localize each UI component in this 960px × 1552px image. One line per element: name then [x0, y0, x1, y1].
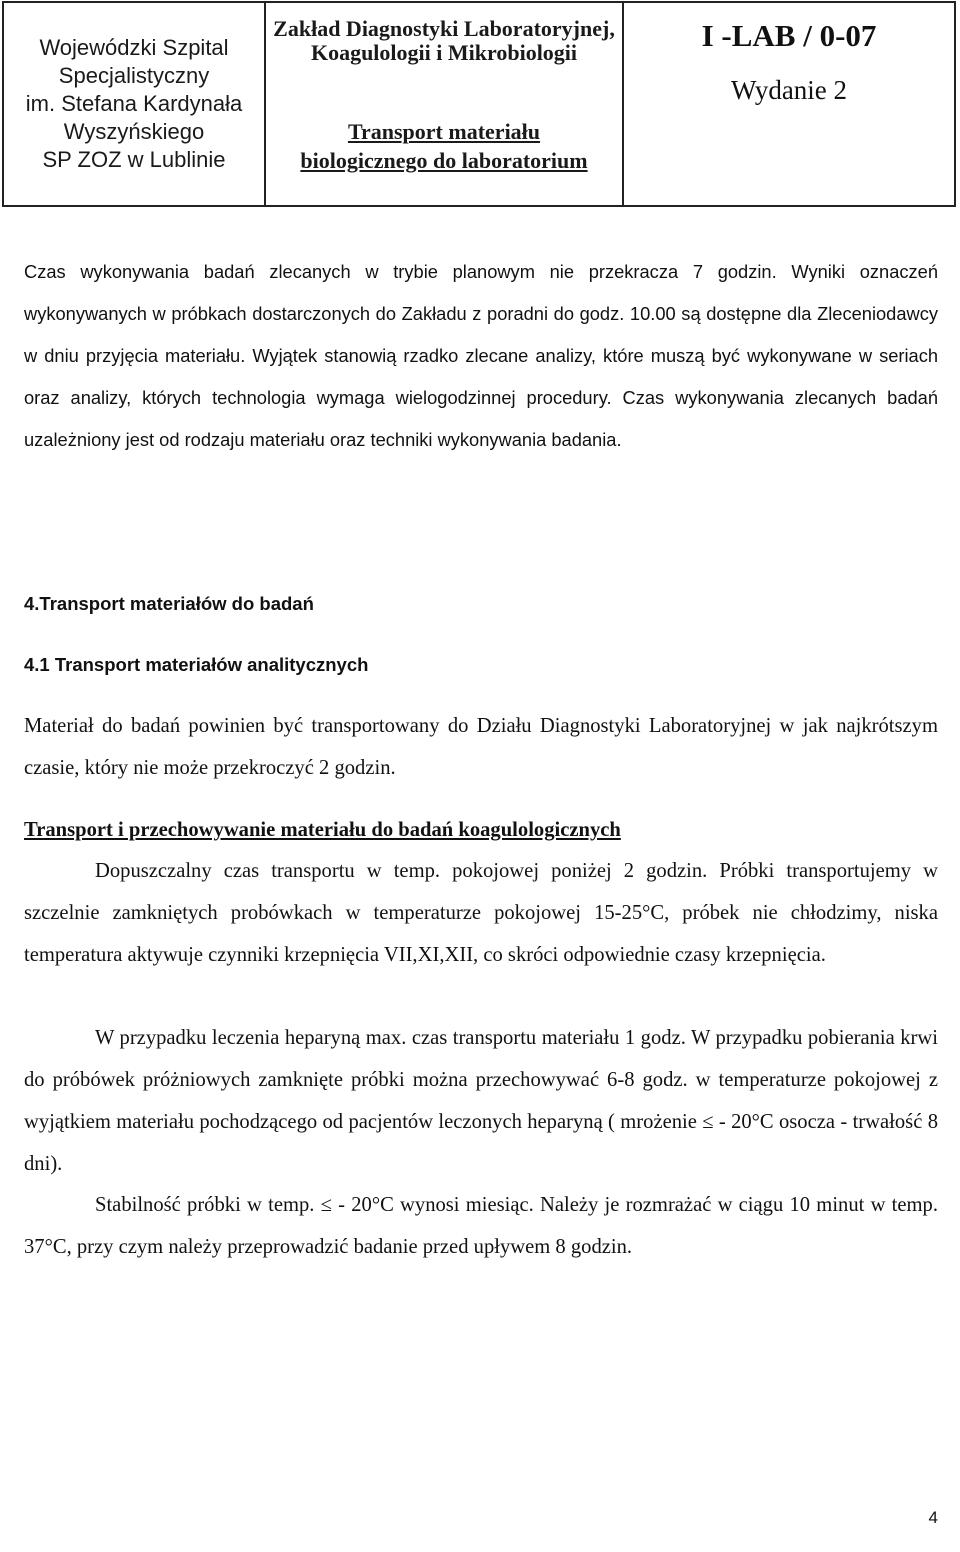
stability-paragraph: Stabilność próbki w temp. ≤ - 20°C wynosi miesiąc. Należy je rozmrażać w ciągu 10 minut w temp. 37°C, przy czym należy przeprowadzić badanie przed upływem 8 godzin. [24, 1194, 938, 1258]
coagulation-transport-heading: Transport i przechowywanie materiału do badań koagulologicznych [24, 819, 621, 841]
document-code: I -LAB / 0-07 [701, 18, 877, 53]
department-cell [266, 3, 624, 205]
document-title-line-2: biologicznego do laboratorium [300, 148, 588, 173]
edition-label: Wydanie 2 [730, 75, 848, 105]
department-name: Zakład Diagnostyki Laboratoryjnej, Koagulologii i Mikrobiologii [273, 16, 615, 65]
section-4-1-heading: 4.1 Transport materiałów analitycznych [24, 654, 369, 675]
institution-cell [4, 3, 266, 205]
transport-time-paragraph: Materiał do badań powinien być transportowany do Działu Diagnostyki Laboratoryjnej w jak najkrótszym czasie, który nie może przekroczyć 2 godzin. [24, 715, 938, 779]
page-number: 4 [928, 1508, 938, 1527]
coagulation-transport-paragraph: Dopuszczalny czas transportu w temp. pokojowej poniżej 2 godzin. Próbki transportujemy w szczelnie zamkniętych probówkach w temperaturze pokojowej 15-25°C, próbek nie chłodzimy, niska temperatura aktywuje czynniki krzepnięcia VII,XI,XII, co skróci odpowiednie czasy krzepnięcia. [24, 860, 938, 966]
institution-name: Wojewódzki Szpital Specjalistyczny im. Stefana Kardynała Wyszyńskiego SP ZOZ w Lublinie [25, 35, 243, 172]
document-header-table [2, 1, 956, 207]
section-4-heading: 4.Transport materiałów do badań [24, 593, 314, 614]
intro-paragraph: Czas wykonywania badań zlecanych w trybie planowym nie przekracza 7 godzin. Wyniki oznaczeń wykonywanych w próbkach dostarczonych do Zakładu z poradni do godz. 10.00 są dostępne dla Zleceniodawcy w dniu przyjęcia materiału. Wyjątek stanowią rzadko zlecane analizy, które muszą być wykonywane w seriach oraz analizy, których technologia wymaga wielogodzinnej procedury. Czas wykonywania zlecanych badań uzależniony jest od rodzaju materiału oraz techniki wykonywania badania. [24, 261, 938, 450]
heparin-paragraph: W przypadku leczenia heparyną max. czas transportu materiału 1 godz. W przypadku pobierania krwi do próbówek próżniowych zamknięte próbki można przechowywać 6-8 godz. w temperaturze pokojowej z wyjątkiem materiału pochodzącego od pacjentów leczonych heparyną ( mrożenie ≤ - 20°C osocza - trwałość 8 dni). [24, 1027, 938, 1175]
code-cell [624, 3, 954, 205]
document-title [300, 117, 587, 175]
document-title-line-1: Transport materiału [347, 119, 541, 144]
